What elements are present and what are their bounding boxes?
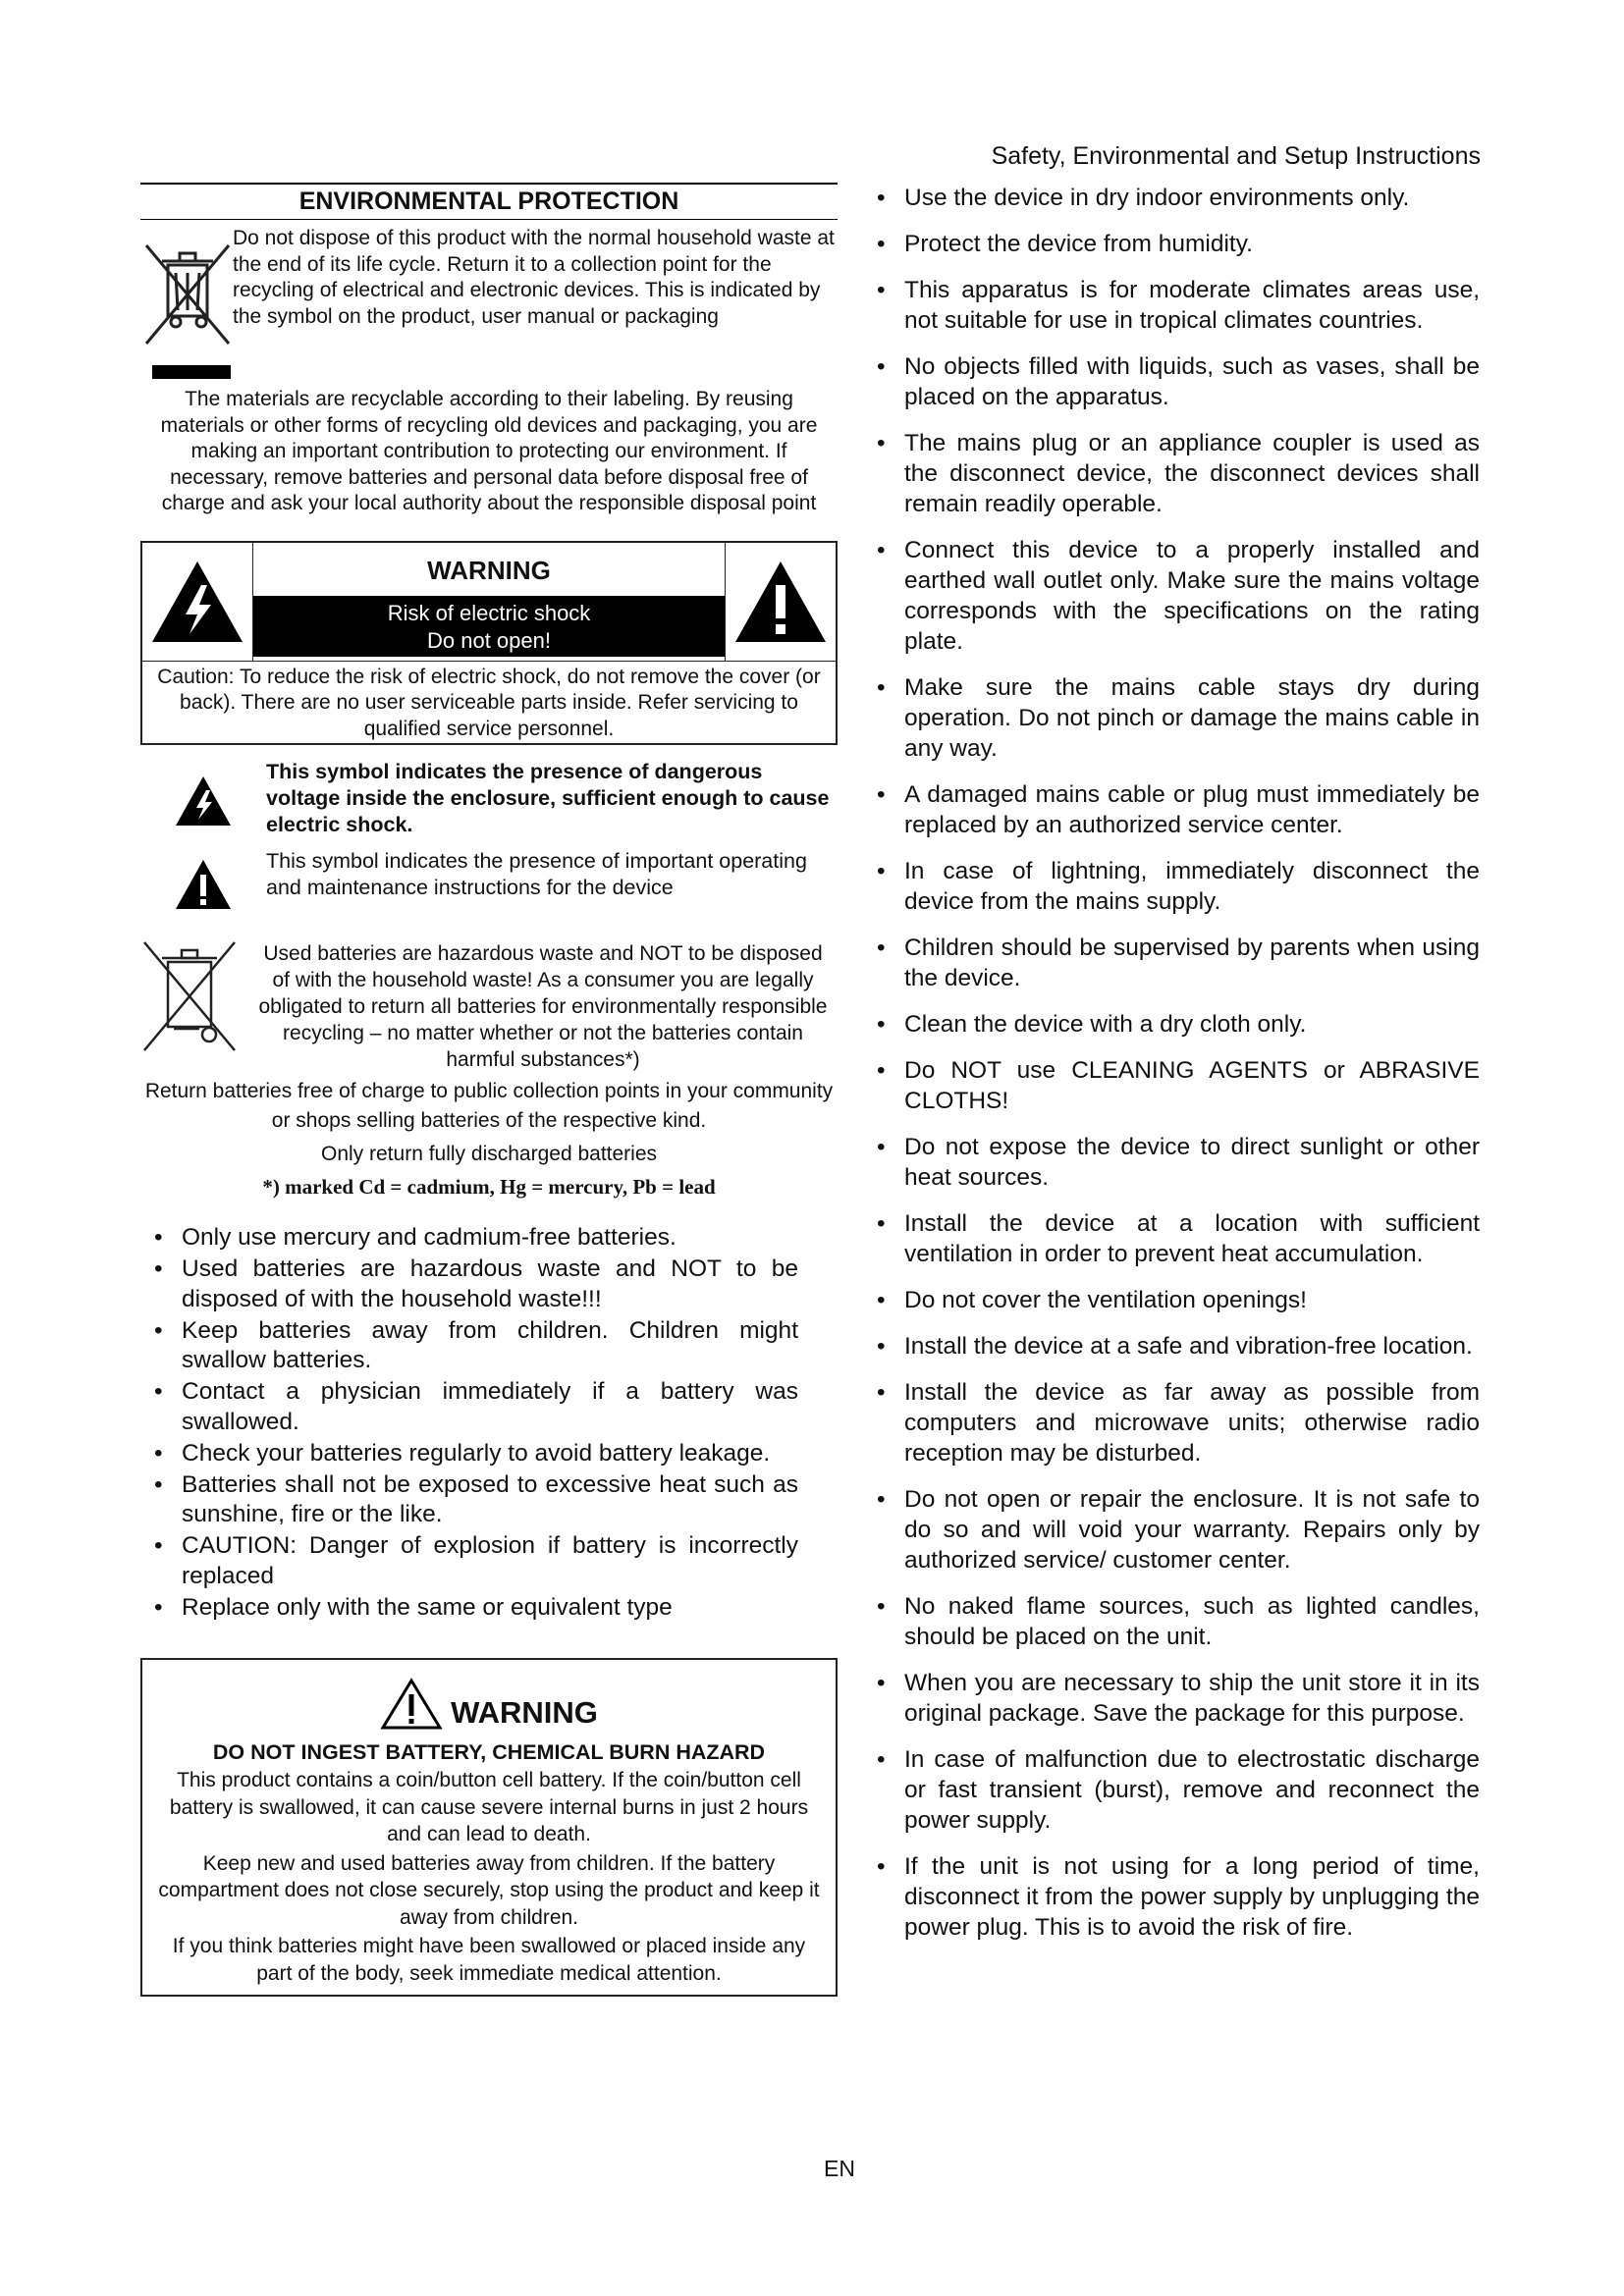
list-item: • The mains plug or an appliance coupler is used as the disconnect device, the disconnect devices shall remain readily operable. bbox=[877, 428, 1480, 519]
list-item: • Protect the device from humidity. bbox=[877, 229, 1480, 259]
shock-risk-text: Risk of electric shock bbox=[387, 600, 591, 625]
right-column bbox=[877, 183, 1480, 1958]
list-item: • Children should be supervised by parents when using the device. bbox=[877, 933, 1480, 993]
list-item: • Keep batteries away from children. Children might swallow batteries. bbox=[154, 1316, 798, 1376]
list-item: • CAUTION: Danger of explosion if battery is incorrectly replaced bbox=[154, 1531, 798, 1591]
ingest-paragraph-3: If you think batteries might have been swallowed or placed inside any part of the body, seek immediate medical attention. bbox=[172, 1935, 806, 1985]
ingest-paragraph-2: Keep new and used batteries away from children. If the battery compartment does not close securely, stop using the product and keep it away from children. bbox=[158, 1851, 820, 1929]
list-item: • Clean the device with a dry cloth only. bbox=[877, 1009, 1480, 1040]
warning-title: WARNING bbox=[451, 1695, 598, 1730]
page-header: Safety, Environmental and Setup Instructions bbox=[991, 142, 1481, 170]
list-item: • Batteries shall not be exposed to excessive heat such as sunshine, fire or the like. bbox=[154, 1470, 798, 1530]
list-item: • Contact a physician immediately if a battery was swallowed. bbox=[154, 1377, 798, 1437]
left-column bbox=[140, 183, 838, 1997]
list-item: • Used batteries are hazardous waste and NOT to be disposed of with the household waste!!! bbox=[154, 1255, 798, 1314]
button-cell-warning bbox=[140, 1658, 838, 1997]
crossed-battery-bin-icon bbox=[140, 940, 256, 1063]
list-item: • If the unit is not using for a long period of time, disconnect it from the power supply by unplugging the power plug. This is to avoid the risk of fire. bbox=[877, 1851, 1480, 1943]
lightning-triangle-icon bbox=[140, 759, 266, 828]
list-item: • Check your batteries regularly to avoid battery leakage. bbox=[154, 1439, 798, 1469]
battery-disposal-notice bbox=[140, 940, 838, 1073]
list-item: • Install the device as far away as possible from computers and microwave units; otherwise radio reception may be disturbed. bbox=[877, 1377, 1480, 1468]
list-item: • Install the device at a safe and vibration-free location. bbox=[877, 1331, 1480, 1362]
exclaim-symbol-row bbox=[140, 848, 838, 911]
list-item: • When you are necessary to ship the unit store it in its original package. Save the package for this purpose. bbox=[877, 1668, 1480, 1729]
voltage-symbol-row bbox=[140, 759, 838, 838]
list-item: • Replace only with the same or equivalent type bbox=[154, 1593, 798, 1624]
environmental-notice bbox=[140, 226, 838, 363]
battery-disposal-text: Used batteries are hazardous waste and NOT to be disposed of with the household waste! As a consumer you are legally obligated to return all batteries for environmentally responsible recycling – no matter whether or not the batteries contain harmful substances*) bbox=[258, 942, 828, 1071]
electric-shock-warning bbox=[140, 541, 838, 746]
list-item: • Make sure the mains cable stays dry during operation. Do not pinch or damage the mains cable in any way. bbox=[877, 672, 1480, 764]
ingest-hazard-subtitle: DO NOT INGEST BATTERY, CHEMICAL BURN HAZARD bbox=[212, 1740, 766, 1764]
environmental-text: Do not dispose of this product with the normal household waste at the end of its life cycle. Return it to a collection point for the recycling of electrical and electronic devices. This is indicated by the symbol on the product, user manual or packaging bbox=[233, 227, 835, 328]
list-item: • Do not expose the device to direct sunlight or other heat sources. bbox=[877, 1132, 1480, 1193]
warning-title: WARNING bbox=[427, 555, 551, 585]
do-not-open-text: Do not open! bbox=[427, 627, 551, 653]
safety-bullet-list bbox=[877, 183, 1480, 1943]
exclamation-triangle-icon bbox=[140, 848, 266, 911]
page-footer: EN bbox=[824, 2156, 855, 2181]
list-item: • A damaged mains cable or plug must immediately be replaced by an authorized service center. bbox=[877, 779, 1480, 840]
warning-outline-triangle-icon bbox=[380, 1678, 443, 1731]
list-item: • This apparatus is for moderate climates areas use, not suitable for use in tropical climates countries. bbox=[877, 275, 1480, 336]
list-item: • Use the device in dry indoor environments only. bbox=[877, 183, 1480, 213]
list-item: • Connect this device to a properly installed and earthed wall outlet only. Make sure the mains voltage corresponds with the specifications on the rating plate. bbox=[877, 535, 1480, 657]
exclaim-symbol-text: This symbol indicates the presence of important operating and maintenance instructions for the device bbox=[266, 849, 807, 899]
lightning-triangle-icon bbox=[142, 543, 252, 661]
caution-text: Caution: To reduce the risk of electric shock, do not remove the cover (or back). There are no user serviceable parts inside. Refer servicing to qualified service personnel. bbox=[157, 665, 821, 740]
list-item: • Do NOT use CLEANING AGENTS or ABRASIVE CLOTHS! bbox=[877, 1055, 1480, 1116]
list-item: • In case of malfunction due to electrostatic discharge or fast transient (burst), remove and reconnect the power supply. bbox=[877, 1744, 1480, 1836]
list-item: • No naked flame sources, such as lighted candles, should be placed on the unit. bbox=[877, 1591, 1480, 1652]
list-item: • Do not cover the ventilation openings! bbox=[877, 1285, 1480, 1315]
recycling-paragraph: The materials are recyclable according to their labeling. By reusing materials or other forms of recycling old devices and packaging, you are making an important contribution to protecting our environment. If necessary, remove batteries and personal data before disposal free of charge and ask your local authority about the responsible disposal point bbox=[160, 388, 818, 514]
battery-bullet-list bbox=[140, 1223, 838, 1623]
battery-chemical-note: *) marked Cd = cadmium, Hg = mercury, Pb = lead bbox=[262, 1175, 716, 1199]
list-item: • Only use mercury and cadmium-free batteries. bbox=[154, 1223, 798, 1254]
exclamation-triangle-icon bbox=[726, 543, 836, 661]
bin-black-bar bbox=[152, 365, 231, 379]
list-item: • Install the device at a location with sufficient ventilation in order to prevent heat accumulation. bbox=[877, 1208, 1480, 1269]
ingest-paragraph-1: This product contains a coin/button cell battery. If the coin/button cell battery is swallowed, it can cause severe internal burns in just 2 hours and can lead to death. bbox=[169, 1769, 809, 1845]
crossed-bin-icon bbox=[140, 226, 233, 363]
battery-return-text: Return batteries free of charge to public collection points in your community or shops selling batteries of the respective kind. bbox=[144, 1080, 834, 1132]
voltage-symbol-text: This symbol indicates the presence of dangerous voltage inside the enclosure, sufficient enough to cause electric shock. bbox=[266, 760, 830, 836]
environmental-title: ENVIRONMENTAL PROTECTION bbox=[140, 183, 838, 220]
list-item: • No objects filled with liquids, such as vases, shall be placed on the apparatus. bbox=[877, 351, 1480, 412]
warning-black-band bbox=[253, 596, 725, 657]
list-item: • In case of lightning, immediately disconnect the device from the mains supply. bbox=[877, 856, 1480, 917]
list-item: • Do not open or repair the enclosure. It is not safe to do so and will void your warranty. Repairs only by authorized service/ customer center. bbox=[877, 1484, 1480, 1575]
battery-discharged-text: Only return fully discharged batteries bbox=[321, 1143, 657, 1165]
